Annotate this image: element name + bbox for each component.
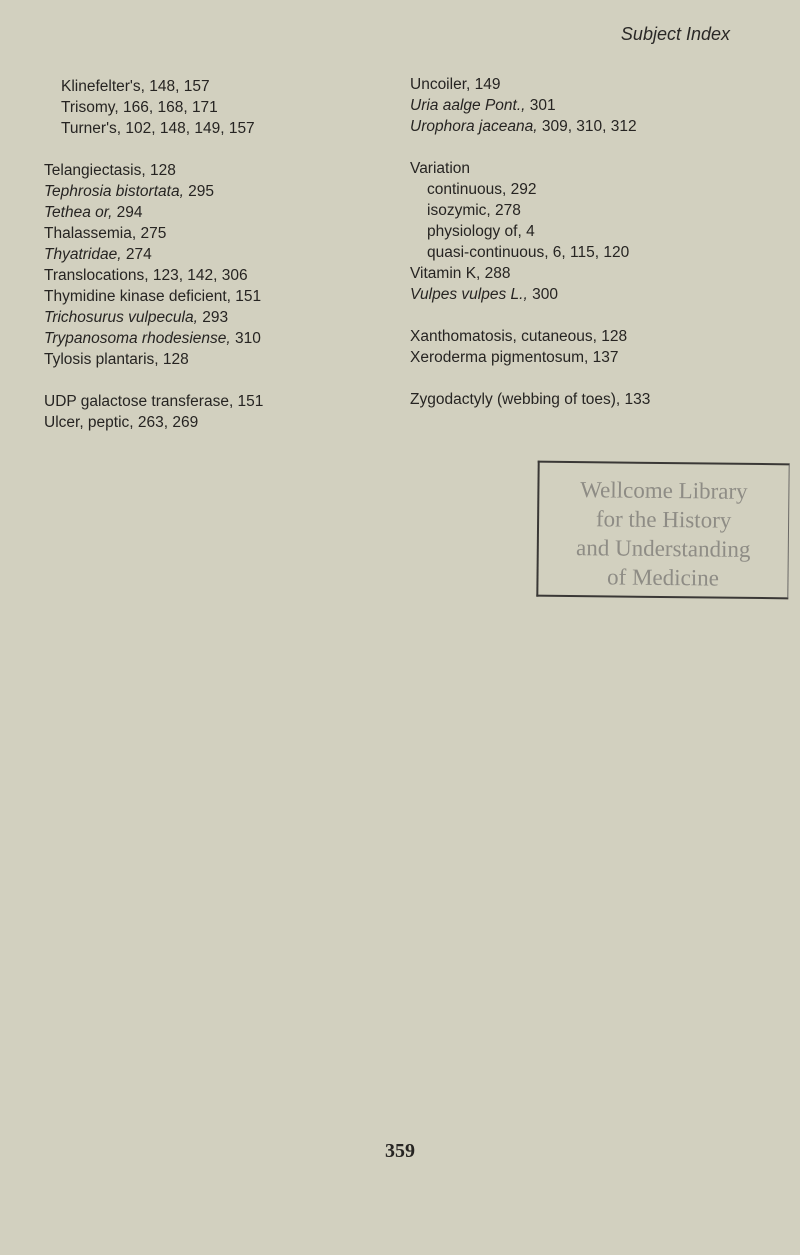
index-entry: Uncoiler, 149 bbox=[410, 76, 501, 93]
index-entry: Xeroderma pigmentosum, 137 bbox=[410, 349, 619, 366]
index-entry: Vitamin K, 288 bbox=[410, 265, 511, 282]
index-entry: UDP galactose transferase, 151 bbox=[44, 393, 264, 410]
index-entry: Translocations, 123, 142, 306 bbox=[44, 267, 248, 284]
index-subentry: physiology of, 4 bbox=[427, 223, 535, 240]
index-entry: Telangiectasis, 128 bbox=[44, 162, 176, 179]
index-subentry: isozymic, 278 bbox=[427, 202, 521, 219]
index-entry: Trypanosoma rhodesiense, 310 bbox=[44, 330, 261, 347]
index-entry: Thalassemia, 275 bbox=[44, 225, 167, 242]
index-subentry: quasi-continuous, 6, 115, 120 bbox=[427, 244, 630, 261]
index-entry: Tephrosia bistortata, 295 bbox=[44, 183, 215, 200]
index-subentry: continuous, 292 bbox=[427, 181, 537, 198]
index-entry: Tethea or, 294 bbox=[44, 204, 143, 221]
index-column-right bbox=[410, 74, 770, 410]
index-entry: Zygodactyly (webbing of toes), 133 bbox=[410, 391, 651, 408]
index-entry: Thymidine kinase deficient, 151 bbox=[44, 288, 262, 305]
index-entry: Urophora jaceana, 309, 310, 312 bbox=[410, 118, 637, 135]
stamp-line: Wellcome Library bbox=[580, 477, 748, 504]
index-subentry: Trisomy, 166, 168, 171 bbox=[61, 99, 218, 116]
page-number: 359 bbox=[385, 1140, 415, 1162]
running-header: Subject Index bbox=[620, 24, 730, 44]
stamp-line: and Understanding bbox=[575, 535, 751, 562]
index-entry: Tylosis plantaris, 128 bbox=[44, 351, 189, 368]
index-entry: Uria aalge Pont., 301 bbox=[410, 97, 556, 114]
index-entry: Xanthomatosis, cutaneous, 128 bbox=[410, 328, 628, 345]
index-entry: Ulcer, peptic, 263, 269 bbox=[44, 414, 199, 431]
index-column-left bbox=[44, 76, 384, 433]
index-entry: Variation bbox=[410, 160, 471, 177]
stamp-line: for the History bbox=[595, 506, 732, 533]
index-subentry: Turner's, 102, 148, 149, 157 bbox=[61, 120, 255, 137]
index-entry: Trichosurus vulpecula, 293 bbox=[44, 309, 229, 326]
library-stamp bbox=[536, 461, 789, 600]
index-subentry: Klinefelter's, 148, 157 bbox=[61, 78, 210, 95]
stamp-line: of Medicine bbox=[606, 564, 720, 591]
index-entry: Thyatridae, 274 bbox=[44, 246, 152, 263]
index-entry: Vulpes vulpes L., 300 bbox=[410, 286, 558, 303]
